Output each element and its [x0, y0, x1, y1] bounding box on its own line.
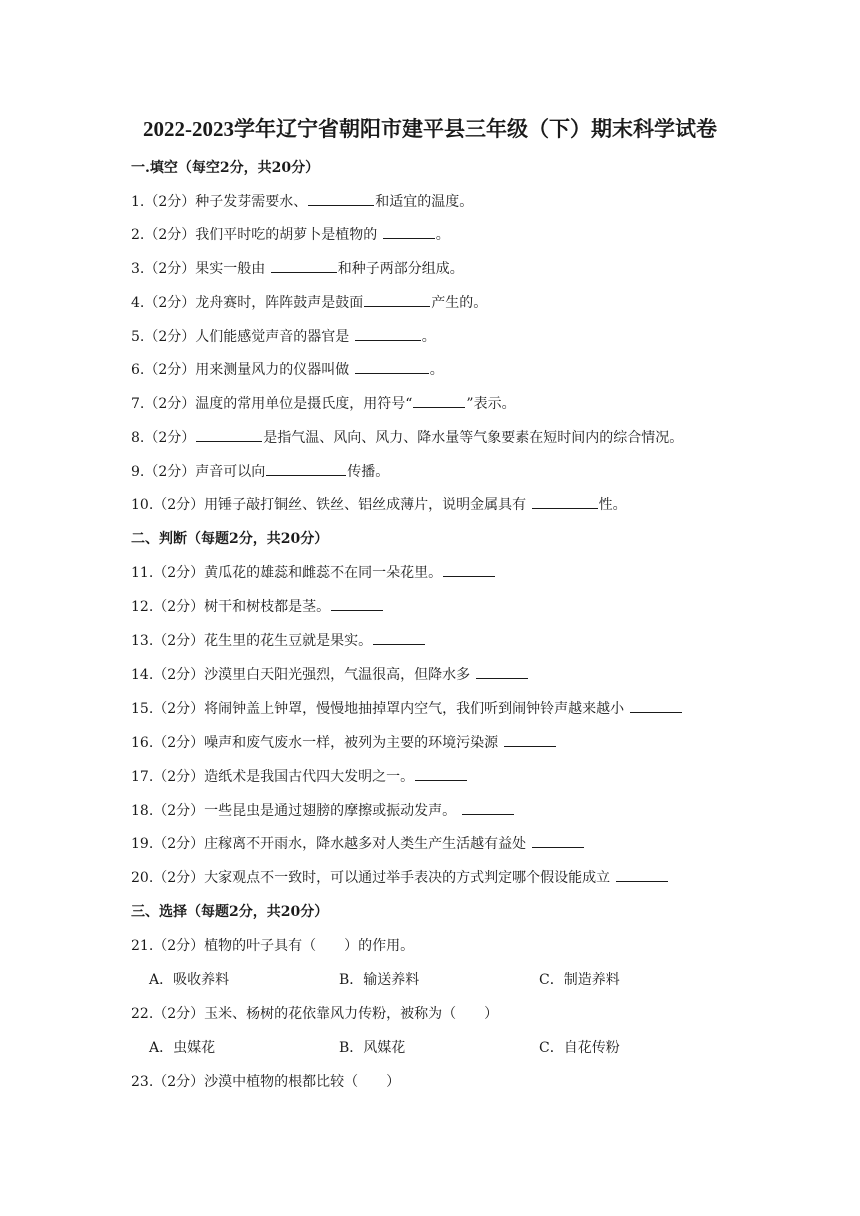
question-text: 是指气温、风向、风力、降水量等气象要素在短时间内的综合情况。	[263, 430, 684, 446]
question-7	[131, 393, 516, 413]
question-text: 17.（2分）造纸术是我国古代四大发明之一。	[131, 769, 415, 785]
question-text: 3.（2分）果实一般由	[131, 261, 270, 277]
question-text: 。	[429, 362, 444, 378]
question-text: 产生的。	[431, 295, 488, 311]
answer-blank[interactable]	[196, 427, 262, 442]
question-2	[131, 224, 450, 244]
question-text: 和种子两部分组成。	[337, 261, 464, 277]
answer-blank[interactable]	[630, 698, 682, 713]
question-8	[131, 427, 683, 447]
question-text: 传播。	[347, 464, 390, 480]
section-judge-heading: 二、判断（每题2分，共20分）	[131, 531, 329, 547]
question-4	[131, 292, 487, 312]
question-5	[131, 326, 436, 346]
answer-blank[interactable]	[532, 494, 598, 509]
question-13	[131, 630, 426, 650]
question-text: 2.（2分）我们平时吃的胡萝卜是植物的	[131, 227, 382, 243]
answer-blank[interactable]	[355, 326, 421, 341]
answer-blank[interactable]	[308, 191, 374, 206]
answer-blank[interactable]	[266, 461, 346, 476]
question-20	[131, 867, 669, 887]
question-text: 18.（2分）一些昆虫是通过翅膀的摩擦或振动发声。	[131, 803, 461, 819]
question-text: 16.（2分）噪声和废气废水一样，被列为主要的环境污染源	[131, 735, 503, 751]
question-23: 23.（2分）沙漠中植物的根都比较（ ）	[131, 1074, 401, 1090]
answer-blank[interactable]	[364, 292, 430, 307]
answer-blank[interactable]	[331, 596, 383, 611]
question-text: 7.（2分）温度的常用单位是摄氏度，用符号“	[131, 396, 413, 412]
question-text: 12.（2分）树干和树枝都是茎。	[131, 599, 331, 615]
answer-blank[interactable]	[476, 664, 528, 679]
question-text: 14.（2分）沙漠里白天阳光强烈，气温很高，但降水多	[131, 667, 475, 683]
question-text: 10.（2分）用锤子敲打铜丝、铁丝、铝丝成薄片，说明金属具有	[131, 497, 531, 513]
question-17	[131, 766, 468, 786]
question-text: 6.（2分）用来测量风力的仪器叫做	[131, 362, 354, 378]
question-18	[131, 800, 515, 820]
answer-blank[interactable]	[616, 867, 668, 882]
answer-blank[interactable]	[415, 766, 467, 781]
question-12	[131, 596, 384, 616]
question-text: 。	[421, 329, 436, 345]
answer-blank[interactable]	[271, 258, 337, 273]
question-10	[131, 494, 627, 514]
question-15	[131, 698, 683, 718]
question-3	[131, 258, 464, 278]
question-text: ”表示。	[466, 396, 516, 412]
question-9	[131, 461, 389, 481]
option-b[interactable]: B．风媒花	[339, 1040, 406, 1056]
question-text: 20.（2分）大家观点不一致时，可以通过举手表决的方式判定哪个假设能成立	[131, 870, 615, 886]
question-text: 5.（2分）人们能感觉声音的器官是	[131, 329, 354, 345]
answer-blank[interactable]	[383, 224, 435, 239]
page-title: 2022-2023学年辽宁省朝阳市建平县三年级（下）期末科学试卷	[143, 117, 717, 141]
answer-blank[interactable]	[504, 732, 556, 747]
question-text: 4.（2分）龙舟赛时，阵阵鼓声是鼓面	[131, 295, 364, 311]
question-text: 8.（2分）	[131, 430, 196, 446]
question-text: 19.（2分）庄稼离不开雨水，降水越多对人类生产生活越有益处	[131, 836, 531, 852]
option-b[interactable]: B．输送养料	[339, 972, 420, 988]
question-text: 和适宜的温度。	[375, 194, 474, 210]
answer-blank[interactable]	[355, 359, 429, 374]
option-a[interactable]: A．虫媒花	[149, 1040, 216, 1056]
question-text: 13.（2分）花生里的花生豆就是果实。	[131, 633, 373, 649]
question-6	[131, 359, 444, 379]
answer-blank[interactable]	[532, 833, 584, 848]
question-text: 1.（2分）种子发芽需要水、	[131, 194, 308, 210]
question-22: 22.（2分）玉米、杨树的花依靠风力传粉，被称为（ ）	[131, 1006, 499, 1022]
option-c[interactable]: C．制造养料	[539, 972, 620, 988]
question-text: 11.（2分）黄瓜花的雄蕊和雌蕊不在同一朵花里。	[131, 565, 443, 581]
answer-blank[interactable]	[443, 562, 495, 577]
option-a[interactable]: A．吸收养料	[149, 972, 230, 988]
question-text: 性。	[598, 497, 627, 513]
answer-blank[interactable]	[373, 630, 425, 645]
section-fill-heading: 一.填空（每空2分，共20分）	[131, 160, 320, 176]
question-text: 15.（2分）将闹钟盖上钟罩，慢慢地抽掉罩内空气，我们听到闹钟铃声越来越小	[131, 701, 629, 717]
option-c[interactable]: C．自花传粉	[539, 1040, 620, 1056]
question-16	[131, 732, 557, 752]
question-14	[131, 664, 529, 684]
question-1	[131, 191, 473, 211]
question-21: 21.（2分）植物的叶子具有（ ）的作用。	[131, 938, 415, 954]
answer-blank[interactable]	[462, 800, 514, 815]
question-text: 。	[435, 227, 450, 243]
section-choice-heading: 三、选择（每题2分，共20分）	[131, 904, 329, 920]
question-11	[131, 562, 496, 582]
answer-blank[interactable]	[413, 393, 465, 408]
question-text: 9.（2分）声音可以向	[131, 464, 266, 480]
question-19	[131, 833, 585, 853]
